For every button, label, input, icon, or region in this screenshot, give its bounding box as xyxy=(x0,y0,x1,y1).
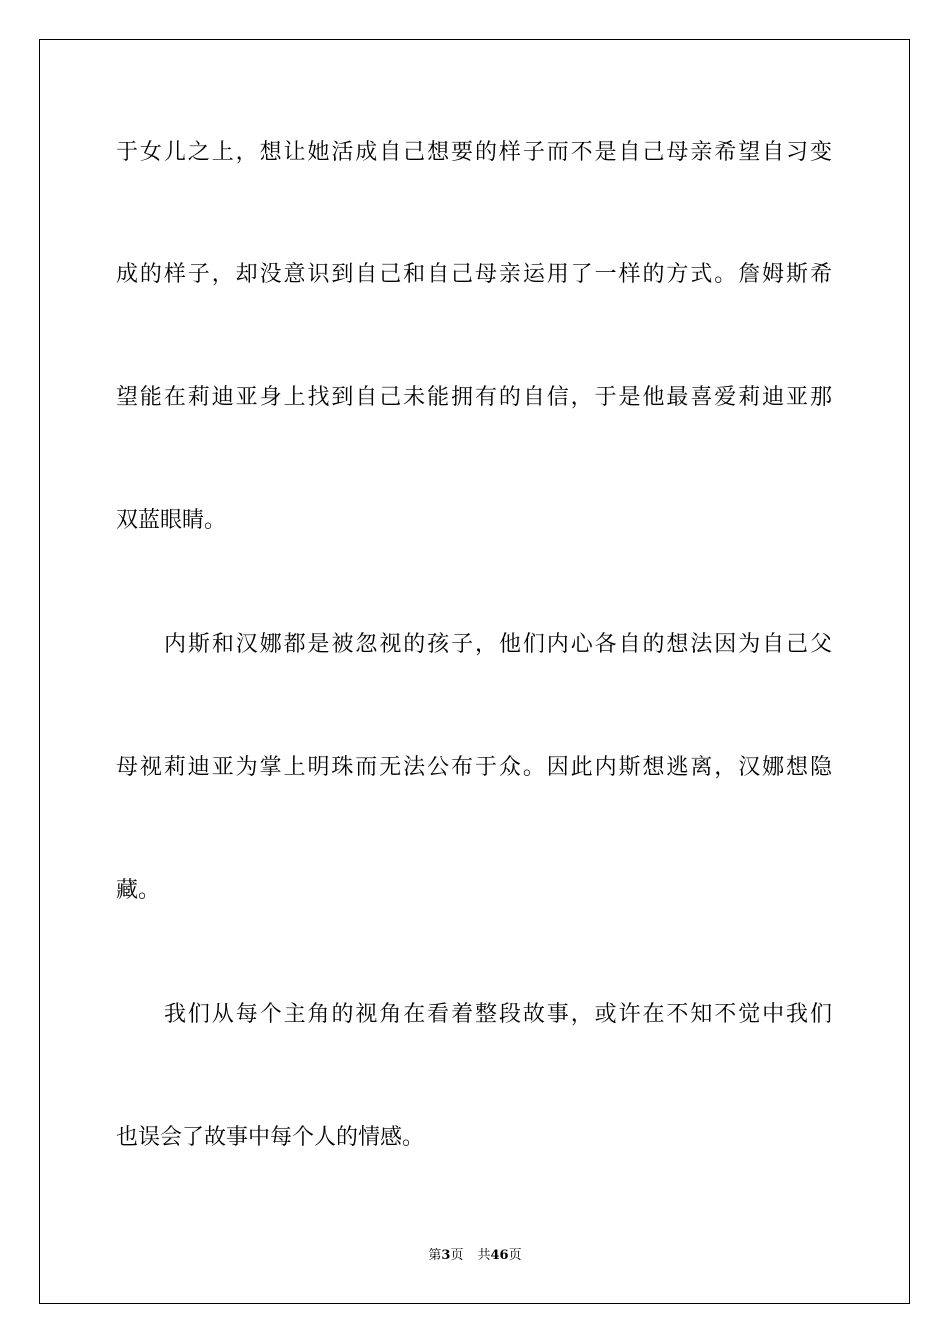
paragraph-1-line-4: 双蓝眼睛。 xyxy=(116,508,227,533)
paragraph-1-line-1: 于女儿之上，想让她活成自己想要的样子而不是自己母亲希望自习变 xyxy=(116,140,832,165)
paragraph-1-line-2: 成的样子，却没意识到自己和自己母亲运用了一样的方式。詹姆斯希 xyxy=(116,262,832,287)
page-number: 3 xyxy=(441,1248,451,1263)
page-footer xyxy=(0,1247,950,1265)
page-prefix: 第 xyxy=(428,1248,442,1263)
paragraph-2-line-1: 内斯和汉娜都是被忽视的孩子，他们内心各自的想法因为自己父 xyxy=(164,632,832,657)
paragraph-1-line-3: 望能在莉迪亚身上找到自己未能拥有的自信，于是他最喜爱莉迪亚那 xyxy=(116,385,832,410)
paragraph-3-line-1: 我们从每个主角的视角在看着整段故事，或许在不知不觉中我们 xyxy=(164,1002,832,1027)
paragraph-2-line-3: 藏。 xyxy=(116,878,161,903)
paragraph-2-line-2: 母视莉迪亚为掌上明珠而无法公布于众。因此内斯想逃离，汉娜想隐 xyxy=(116,755,832,780)
page-border xyxy=(39,39,910,1304)
total-prefix: 共 xyxy=(477,1248,491,1263)
total-pages: 46 xyxy=(490,1248,509,1263)
paragraph-3-line-2: 也误会了故事中每个人的情感。 xyxy=(116,1125,425,1150)
total-suffix: 页 xyxy=(508,1248,522,1263)
page-suffix: 页 xyxy=(450,1248,464,1263)
